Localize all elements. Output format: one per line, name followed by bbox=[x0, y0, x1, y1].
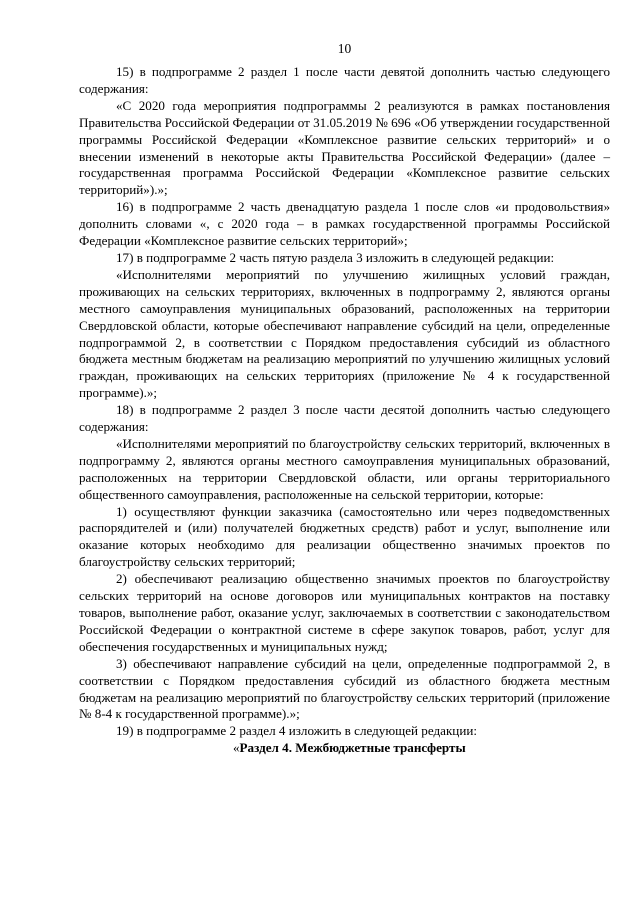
heading-text: Раздел 4. Межбюджетные трансферты bbox=[239, 740, 466, 756]
paragraph-item-18: 18) в подпрограмме 2 раздел 3 после части десятой дополнить частью следующего содержания: bbox=[79, 402, 610, 435]
list-item-3: 3) обеспечивают направление субсидий на цели, определенные подпрограммой 2, в соответствии с Порядком предоставления субсидий из областного бюджета местным бюджетам на реализацию мероприятий по благоустройству сельских территорий (приложение № 8-4 к государственной программе).»; bbox=[79, 655, 610, 722]
paragraph-item-16: 16) в подпрограмме 2 часть двенадцатую раздела 1 после слов «и продовольствия» дополнить словами «, с 2020 года – в рамках государственной программы Российской Федерации «Комплексное развитие сельских территорий»; bbox=[79, 199, 610, 249]
heading-open-quote: « bbox=[233, 740, 240, 756]
list-item-2: 2) обеспечивают реализацию общественно значимых проектов по благоустройству сельских территорий на основе договоров или муниципальных контрактов на поставку товаров, выполнение работ, оказание услуг, заключаемых в соответствии с законодательством Российской Федерации о контрактной системе в сфере закупок товаров, работ, услуг для обеспечения государственных и муниципальных нужд; bbox=[79, 571, 610, 654]
section-heading bbox=[79, 740, 610, 757]
paragraph-item-15: 15) в подпрограмме 2 раздел 1 после части девятой дополнить частью следующего содержания: bbox=[79, 64, 610, 96]
quoted-paragraph-improvement-executors: «Исполнителями мероприятий по благоустройству сельских территорий, включенных в подпрограмму 2, являются органы местного самоуправления муниципальных образований, расположенных на территории Свердловской области, или органы территориального общественного самоуправления, расположенные на сельской территории, которые: bbox=[79, 435, 610, 502]
paragraph-item-19: 19) в подпрограмме 2 раздел 4 изложить в следующей редакции: bbox=[116, 723, 477, 739]
quoted-paragraph-2020-program: «С 2020 года мероприятия подпрограммы 2 реализуются в рамках постановления Правительства Российской Федерации от 31.05.2019 № 696 «Об утверждении государственной программы Российской Федерации «Комплексное развитие сельских территорий» и о внесении изменений в некоторые акты Правительства Российской Федерации» (далее – государственная программа Российской Федерации «Комплексное развитие сельских территорий»).»; bbox=[79, 97, 610, 198]
list-item-1: 1) осуществляют функции заказчика (самостоятельно или через подведомственных распорядителей и (или) получателей бюджетных средств) работ и услуг, выполнение или оказание которых необходимо для реализации общественно значимых проектов по благоустройству сельских территорий; bbox=[79, 503, 610, 570]
paragraph-item-17: 17) в подпрограмме 2 часть пятую раздела 3 изложить в следующей редакции: bbox=[116, 249, 555, 265]
document-page bbox=[79, 41, 610, 757]
quoted-paragraph-housing-executors: «Исполнителями мероприятий по улучшению жилищных условий граждан, проживающих на сельских территориях, включенных в подпрограмму 2, являются органы местного самоуправления муниципальных образований, расположенных на территории Свердловской области, которые обеспечивают направление субсидий на цели, определенные подпрограммой 2, в соответствии с Порядком предоставления субсидий из областного бюджета местным бюджетам на реализацию мероприятий по улучшению жилищных условий граждан, проживающих на сельских территориях (приложение № 4 к государственной программе).»; bbox=[79, 266, 610, 401]
page-number: 10 bbox=[337, 41, 352, 56]
